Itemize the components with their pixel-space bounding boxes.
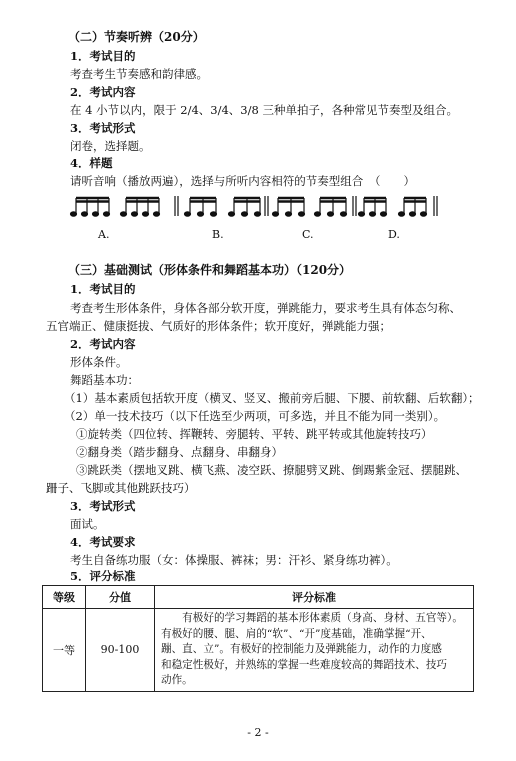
paragraph: （2）单一技术技巧（以下任选至少两项，可多选，并且不能为同一类别）。 [64,409,446,423]
heading-purpose: 1．考试目的 [70,282,136,296]
paragraph: （1）基本素质包括软开度（横叉、竖叉、搬前旁后腿、下腰、前软翻、后软翻）； [64,391,480,405]
paragraph: 舞蹈基本功： [70,373,139,387]
option-a: A. [98,228,110,241]
paragraph: 考查考生形体条件，身体各部分软开度，弹跳能力，要求考生具有体态匀称、 [70,301,461,315]
table-header: 分值 [86,586,155,609]
criteria-line: 有极好的学习舞蹈的基本形体素质（身高、身材、五官等）。 [161,612,463,624]
rhythm-notation [68,192,448,222]
option-d: D. [388,228,400,241]
table-row [43,609,474,692]
heading-form: 3．考试形式 [70,499,136,513]
criteria-line: 有极好的腰、腿、肩的“软”、“开”度基础，准确掌握“开、 [161,627,432,640]
table-cell-criteria [155,609,474,692]
paragraph: 面试。 [70,517,105,531]
paragraph: 请听音响（播放两遍），选择与所听内容相符的节奏型组合 （ ） [70,174,415,188]
list-item: ①旋转类（四位转、挥鞭转、旁腿转、平转、跳平转或其他旋转技巧） [76,427,433,441]
heading-requirements: 4．考试要求 [70,535,136,549]
heading-content: 2．考试内容 [70,337,136,351]
scoring-table [42,585,474,692]
criteria-line: 蹦、直、立”。有极好的控制能力及弹跳能力，动作的力度感 [161,643,442,655]
list-item: ③跳跃类（摆地叉跳、横飞燕、凌空跃、撩腿劈叉跳、倒踢紫金冠、摆腿跳、 [76,463,467,477]
heading-form: 3．考试形式 [70,121,136,135]
page-number: - 2 - [247,726,269,739]
criteria-line: 和稳定性极好，并熟练的掌握一些难度较高的舞蹈技术、技巧 [161,658,448,671]
option-c: C. [302,228,314,241]
section-title-rhythm: （二）节奏听辨（20分） [68,30,205,44]
heading-purpose: 1．考试目的 [70,49,136,63]
paragraph: 闭卷，选择题。 [70,139,151,153]
table-header: 等级 [43,586,86,609]
table-cell-grade: 一等 [43,609,86,692]
paragraph: 考生自备练功服（女：体操服、裤袜；男：汗衫、紧身练功裤）。 [70,553,398,567]
paragraph: 五官端正、健康挺拔、气质好的形体条件；软开度好，弹跳能力强； [46,319,391,333]
table-header: 评分标准 [155,586,474,609]
option-b: B. [212,228,224,241]
table-cell-score: 90-100 [86,609,155,692]
criteria-line: 动作。 [161,674,193,686]
heading-sample: 4．样题 [70,156,113,170]
paragraph: 形体条件。 [70,355,128,369]
heading-content: 2．考试内容 [70,85,136,99]
paragraph: 考查考生节奏感和韵律感。 [70,67,208,81]
list-item: ②翻身类（踏步翻身、点翻身、串翻身） [76,445,283,459]
heading-scoring: 5．评分标准 [70,569,136,583]
list-item: 跚子、飞脚或其他跳跃技巧） [46,481,196,495]
paragraph: 在 4 小节以内，限于 2/4、3/4、3/8 三种单拍子，各种常见节奏型及组合。 [70,103,458,117]
section-title-basic: （三）基础测试（形体条件和舞蹈基本功）（120分） [68,263,352,277]
